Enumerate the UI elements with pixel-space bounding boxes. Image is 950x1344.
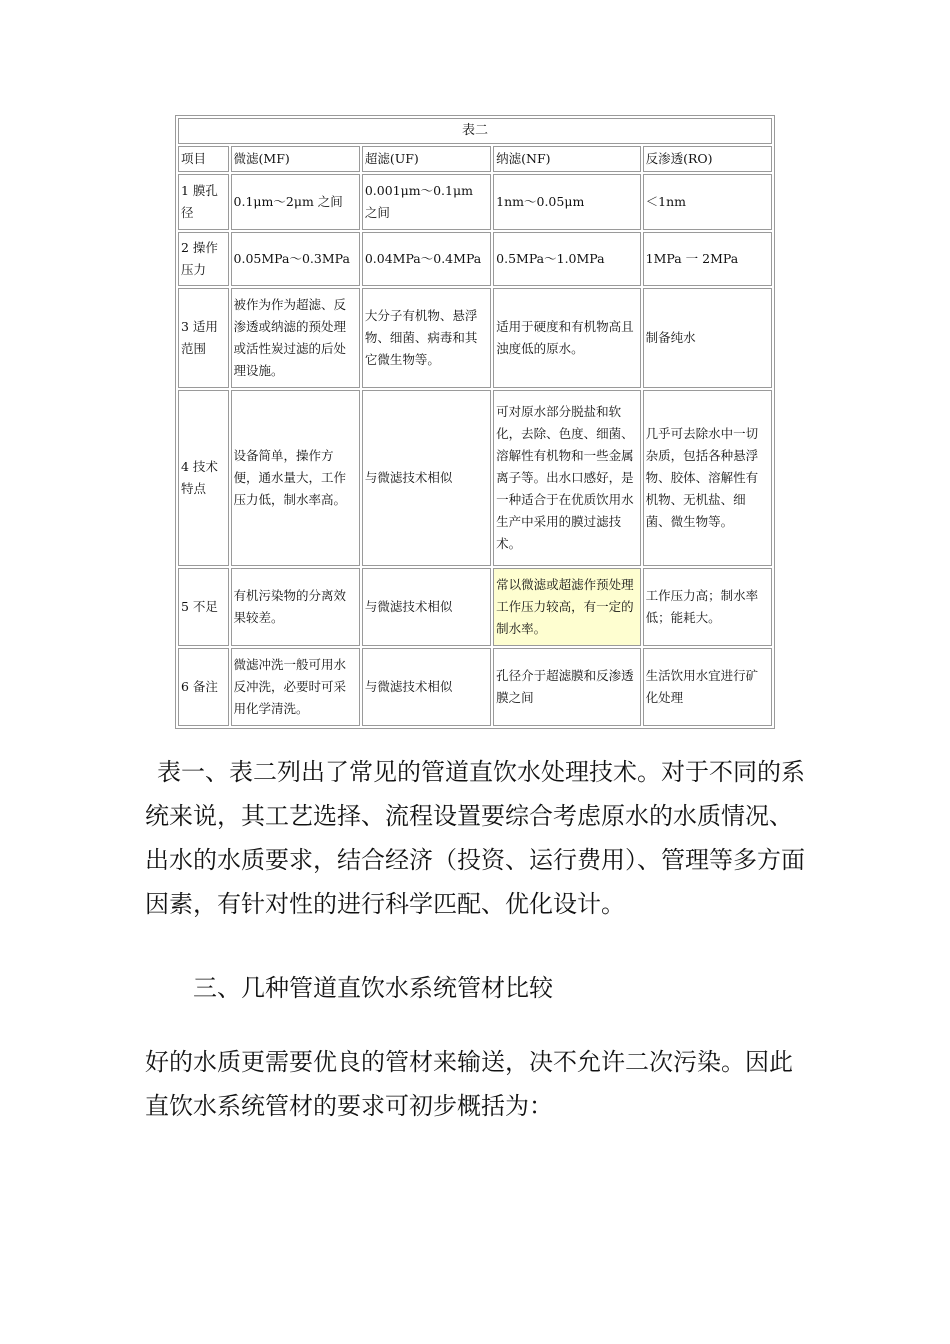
paragraph-pipe-requirements: 好的水质更需要优良的管材来输送，决不允许二次污染。因此直饮水系统管材的要求可初步概括为：: [145, 1048, 793, 1120]
table-row: [178, 390, 772, 566]
row-label: 6 备注: [178, 648, 229, 726]
paragraph-treatment-summary: 表一、表二列出了常见的管道直饮水处理技术。对于不同的系统来说，其工艺选择、流程设置要综合考虑原水的水质情况、出水的水质要求，结合经济（投资、运行费用）、管理等多方面因素，有针对性的进行科学匹配、优化设计。: [145, 758, 805, 918]
table-cell: 与微滤技术相似: [362, 648, 491, 726]
table-cell: 生活饮用水宜进行矿化处理: [643, 648, 772, 726]
header-cell: 超滤(UF): [362, 146, 491, 172]
table-row: [178, 174, 772, 230]
table-cell: 0.04MPa～0.4MPa: [362, 232, 491, 286]
header-cell: 微滤(MF): [231, 146, 360, 172]
row-label: 1 膜孔径: [178, 174, 229, 230]
table-cell: 1MPa 一 2MPa: [643, 232, 772, 286]
section-heading: 三、几种管道直饮水系统管材比较: [193, 974, 553, 1002]
header-cell: 纳滤(NF): [493, 146, 641, 172]
table-row: [178, 232, 772, 286]
row-label: 4 技术特点: [178, 390, 229, 566]
table-cell: 大分子有机物、悬浮物、细菌、病毒和其它微生物等。: [362, 288, 491, 388]
table-cell: 0.001μm～0.1μm 之间: [362, 174, 491, 230]
table-row: [178, 288, 772, 388]
table-cell: 微滤冲洗一般可用水反冲洗，必要时可采用化学清洗。: [231, 648, 360, 726]
table-cell: 与微滤技术相似: [362, 568, 491, 646]
table-cell: 0.5MPa～1.0MPa: [493, 232, 641, 286]
table-row: [178, 568, 772, 646]
table-cell: 制备纯水: [643, 288, 772, 388]
table-cell: 设备简单，操作方便，通水量大，工作压力低，制水率高。: [231, 390, 360, 566]
table-cell: 工作压力高；制水率低；能耗大。: [643, 568, 772, 646]
row-label: 3 适用范围: [178, 288, 229, 388]
row-label: 2 操作压力: [178, 232, 229, 286]
table-cell: 与微滤技术相似: [362, 390, 491, 566]
table-row: [178, 648, 772, 726]
table-caption: 表二: [178, 118, 772, 144]
row-label: 5 不足: [178, 568, 229, 646]
table-header-row: [178, 146, 772, 172]
table-cell: 1nm～0.05μm: [493, 174, 641, 230]
membrane-comparison-table: [175, 115, 775, 729]
table-cell: 几乎可去除水中一切杂质，包括各种悬浮物、胶体、溶解性有机物、无机盐、细菌、微生物等。: [643, 390, 772, 566]
table-cell: 可对原水部分脱盐和软化，去除、色度、细菌、溶解性有机物和一些金属离子等。出水口感好，是一种适合于在优质饮用水生产中采用的膜过滤技术。: [493, 390, 641, 566]
table-caption-row: [178, 118, 772, 144]
table-cell: 有机污染物的分离效果较差。: [231, 568, 360, 646]
table-cell: 0.05MPa～0.3MPa: [231, 232, 360, 286]
table-cell: ＜1nm: [643, 174, 772, 230]
highlighted-cell: 常以微滤或超滤作预处理工作压力较高，有一定的制水率。: [493, 568, 641, 646]
table-cell: 孔径介于超滤膜和反渗透膜之间: [493, 648, 641, 726]
header-cell: 反渗透(RO): [643, 146, 772, 172]
table-cell: 0.1μm～2μm 之间: [231, 174, 360, 230]
table-cell: 适用于硬度和有机物高且浊度低的原水。: [493, 288, 641, 388]
header-cell: 项目: [178, 146, 229, 172]
table-cell: 被作为作为超滤、反渗透或纳滤的预处理或活性炭过滤的后处理设施。: [231, 288, 360, 388]
